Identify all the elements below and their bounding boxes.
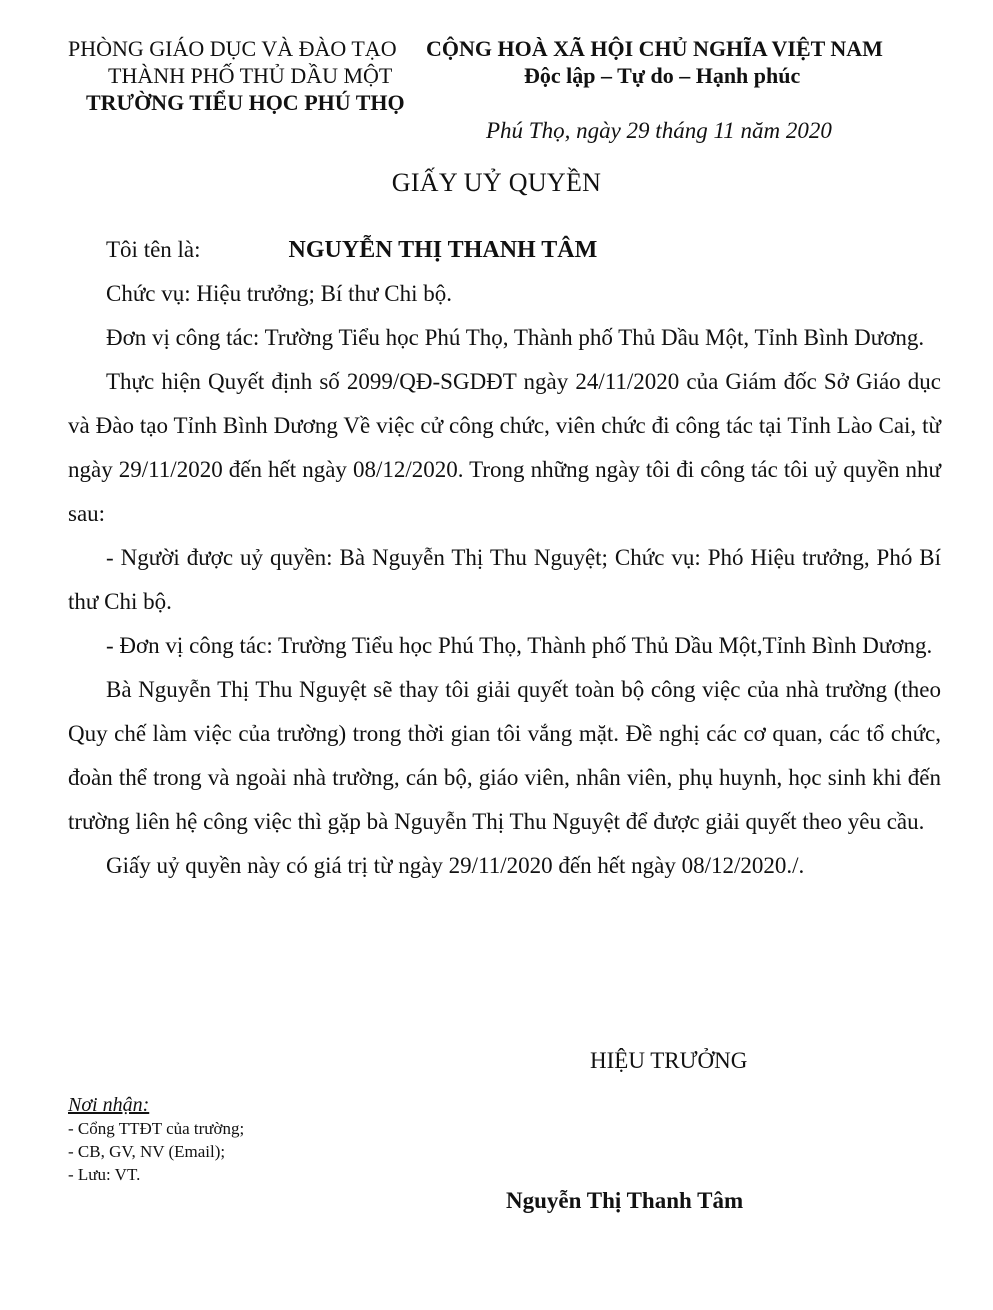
name-label: Tôi tên là: (106, 237, 201, 262)
delegate-paragraph: - Người được uỷ quyền: Bà Nguyễn Thị Thu Nguyệt; Chức vụ: Phó Hiệu trưởng, Phó Bí thư Chi bộ. (68, 545, 941, 614)
agency-line-2: THÀNH PHỐ THỦ DẦU MỘT (108, 63, 393, 88)
recipients-label: Nơi nhận: (68, 1094, 150, 1116)
national-motto: Độc lập – Tự do – Hạnh phúc (524, 63, 801, 88)
delegate-unit-paragraph: - Đơn vị công tác: Trường Tiểu học Phú Thọ, Thành phố Thủ Dầu Một,Tỉnh Bình Dương. (106, 633, 933, 658)
date-line: Phú Thọ, ngày 29 tháng 11 năm 2020 (486, 118, 832, 143)
document-body (68, 228, 941, 888)
signer-name: Nguyễn Thị Thanh Tâm (506, 1188, 744, 1213)
signature-title: HIỆU TRƯỞNG (590, 1048, 748, 1073)
recipient-item: - CB, GV, NV (Email); (68, 1142, 226, 1161)
validity-paragraph: Giấy uỷ quyền này có giá trị từ ngày 29/11/2020 đến hết ngày 08/12/2020./. (106, 853, 805, 878)
document-title: GIẤY UỶ QUYỀN (391, 168, 602, 197)
position-paragraph: Chức vụ: Hiệu trưởng; Bí thư Chi bộ. (106, 281, 452, 306)
unit-paragraph: Đơn vị công tác: Trường Tiểu học Phú Thọ, Thành phố Thủ Dầu Một, Tỉnh Bình Dương. (106, 325, 925, 350)
responsibility-paragraph: Bà Nguyễn Thị Thu Nguyệt sẽ thay tôi giải quyết toàn bộ công việc của nhà trường (theo Quy chế làm việc của trường) trong thời gian tôi vắng mặt. Đề nghị các cơ quan, các tổ chức, đoàn thể trong và ngoài nhà trường, cán bộ, giáo viên, nhân viên, phụ huynh, học sinh khi đến trường liên hệ công việc thì gặp bà Nguyễn Thị Thu Nguyệt để được giải quyết theo yêu cầu. (68, 677, 941, 834)
recipients-block (68, 1094, 244, 1186)
national-title: CỘNG HOÀ XÃ HỘI CHỦ NGHĨA VIỆT NAM (426, 36, 883, 61)
name-line (68, 228, 941, 272)
recipient-item: - Lưu: VT. (68, 1165, 141, 1184)
agency-line-1: PHÒNG GIÁO DỤC VÀ ĐÀO TẠO (68, 36, 397, 61)
school-name: TRƯỜNG TIỂU HỌC PHÚ THỌ (86, 90, 405, 115)
name-value: NGUYỄN THỊ THANH TÂM (288, 237, 598, 263)
decision-paragraph: Thực hiện Quyết định số 2099/QĐ-SGDĐT ngày 24/11/2020 của Giám đốc Sở Giáo dục và Đào tạo Tỉnh Bình Dương Về việc cử công chức, viên chức đi công tác tại Tỉnh Lào Cai, từ ngày 29/11/2020 đến hết ngày 08/12/2020. Trong những ngày tôi đi công tác tôi uỷ quyền như sau: (68, 369, 941, 526)
recipient-item: - Cổng TTĐT của trường; (68, 1119, 245, 1138)
